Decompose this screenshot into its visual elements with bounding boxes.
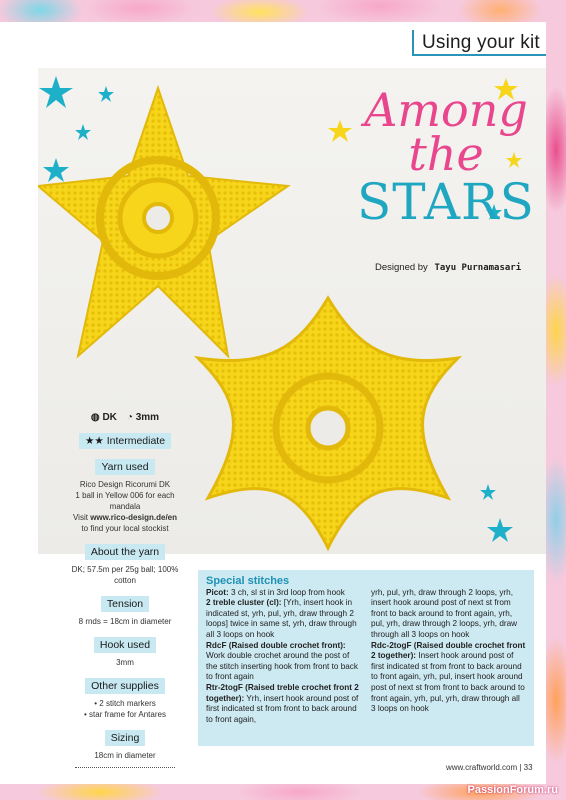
- stitch-term: 2 treble cluster (cl):: [206, 598, 282, 608]
- yarn-ball-icon: ◍: [90, 412, 100, 423]
- supplies-item: • 2 stitch markers: [94, 699, 156, 708]
- sizing-text: 18cm in diameter: [94, 751, 156, 760]
- visit-prefix: Visit: [72, 513, 88, 522]
- page-margin: [0, 68, 38, 554]
- sizing-heading: Sizing: [105, 730, 146, 746]
- tension-heading: Tension: [101, 596, 149, 612]
- pattern-info-panel: [60, 412, 190, 778]
- page-footer: [446, 763, 533, 772]
- dotted-divider: [75, 767, 175, 768]
- watermark: PassionForum.ru: [467, 784, 558, 796]
- hook-size: 3mm: [135, 412, 160, 423]
- yarn-used-block: [60, 459, 190, 534]
- special-stitches-box: [198, 570, 534, 746]
- stitch-definition: [Yrh, insert hook in indicated st, yrh, pul, yrh, draw through 2 loops] twice in same st, yrh, draw through all 3 loops on hook: [206, 598, 357, 639]
- level-stars-icon: ★★: [84, 435, 104, 447]
- level-text: Intermediate: [106, 435, 166, 447]
- stitch-term: Rtr-2togF (Raised treble crochet front 2 together):: [206, 682, 359, 703]
- yarn-used-line: 1 ball in Yellow 006 for each mandala: [75, 491, 175, 511]
- stitch-definition: Insert hook around post of first indicated st from front to back around to front again, yrh, pul, insert hook around post of next st from front to back around to front again, yrh, pul, yrh, draw through all 3 loops on hook: [371, 651, 525, 714]
- stitch-definition: yrh, pul, yrh, draw through 2 loops, yrh, insert hook around post of next st from front to back around to front again, yrh, pul, yrh, draw through 2 loops, yrh, draw through all 3 loops on hook: [371, 587, 518, 639]
- crochet-star-flower: [198, 298, 458, 548]
- stitches-column-2: [371, 588, 526, 726]
- spec-row: [60, 412, 190, 423]
- stitch-entry: [371, 641, 526, 715]
- level-block: [60, 433, 190, 449]
- designer-credit: [375, 262, 521, 273]
- stitches-columns: [206, 588, 526, 726]
- section-title: Using your kit: [422, 32, 540, 53]
- article-title: [346, 83, 546, 231]
- yarn-weight-spec: [91, 412, 117, 423]
- stitch-definition: Yrh, insert hook around post of first indicated st from front to back around to front again,: [206, 693, 359, 724]
- supplies-heading: Other supplies: [85, 678, 165, 694]
- stitch-entry: [371, 588, 526, 641]
- hook-used-heading: Hook used: [94, 637, 156, 653]
- stitch-entry: [206, 598, 361, 640]
- level-badge: [79, 433, 171, 449]
- title-line-stars: STARS: [357, 173, 535, 231]
- footer-separator: |: [519, 763, 524, 772]
- stitch-definition: Work double crochet around the post of the stitch inserting hook from front to back to front again: [206, 651, 358, 682]
- supplies-item: • star frame for Antares: [84, 710, 166, 719]
- hook-icon: ◔: [126, 412, 133, 423]
- about-yarn-heading: About the yarn: [85, 544, 165, 560]
- title-line-among: Among: [364, 83, 528, 137]
- title-line-the: the: [408, 127, 484, 181]
- sizing-block: [60, 730, 190, 768]
- supplies-list: [60, 698, 190, 720]
- hook-used-text: 3mm: [116, 658, 134, 667]
- yarn-weight: DK: [102, 412, 117, 423]
- tension-block: [60, 596, 190, 627]
- stitch-term: RdcF (Raised double crochet front):: [206, 640, 346, 650]
- hook-size-spec: [127, 412, 159, 423]
- stitches-column-1: [206, 588, 361, 726]
- hook-used-block: [60, 637, 190, 668]
- footer-site: www.craftworld.com: [446, 763, 518, 772]
- about-yarn-block: [60, 544, 190, 586]
- section-tab: [412, 30, 546, 56]
- yarn-used-line: to find your local stockist: [81, 524, 169, 533]
- stitch-entry: [206, 641, 361, 683]
- stitch-term: Rdc-2togF (Raised double crochet front 2 together):: [371, 640, 526, 661]
- yarn-used-heading: Yarn used: [95, 459, 154, 475]
- yarn-used-line: Rico Design Ricorumi DK: [79, 480, 171, 489]
- stitch-definition: 3 ch, sl st in 3rd loop from hook: [228, 587, 345, 597]
- designer-name: Tayu Purnamasari: [434, 263, 522, 273]
- page-number: 33: [523, 763, 533, 772]
- rico-link[interactable]: www.rico-design.de/en: [90, 513, 178, 522]
- yarn-used-visit-line: [60, 512, 190, 523]
- stitch-entry: [206, 588, 361, 599]
- yarn-used-text: [60, 479, 190, 534]
- designer-label: Designed by: [375, 262, 428, 273]
- supplies-block: [60, 678, 190, 720]
- tension-text: 8 rnds = 18cm in diameter: [78, 617, 172, 626]
- about-yarn-text: DK; 57.5m per 25g ball; 100% cotton: [71, 565, 179, 585]
- special-stitches-heading: Special stitches: [206, 575, 290, 587]
- stitch-entry: [206, 683, 361, 725]
- crochet-star-large: [38, 88, 288, 356]
- stitch-term: Picot:: [206, 587, 229, 597]
